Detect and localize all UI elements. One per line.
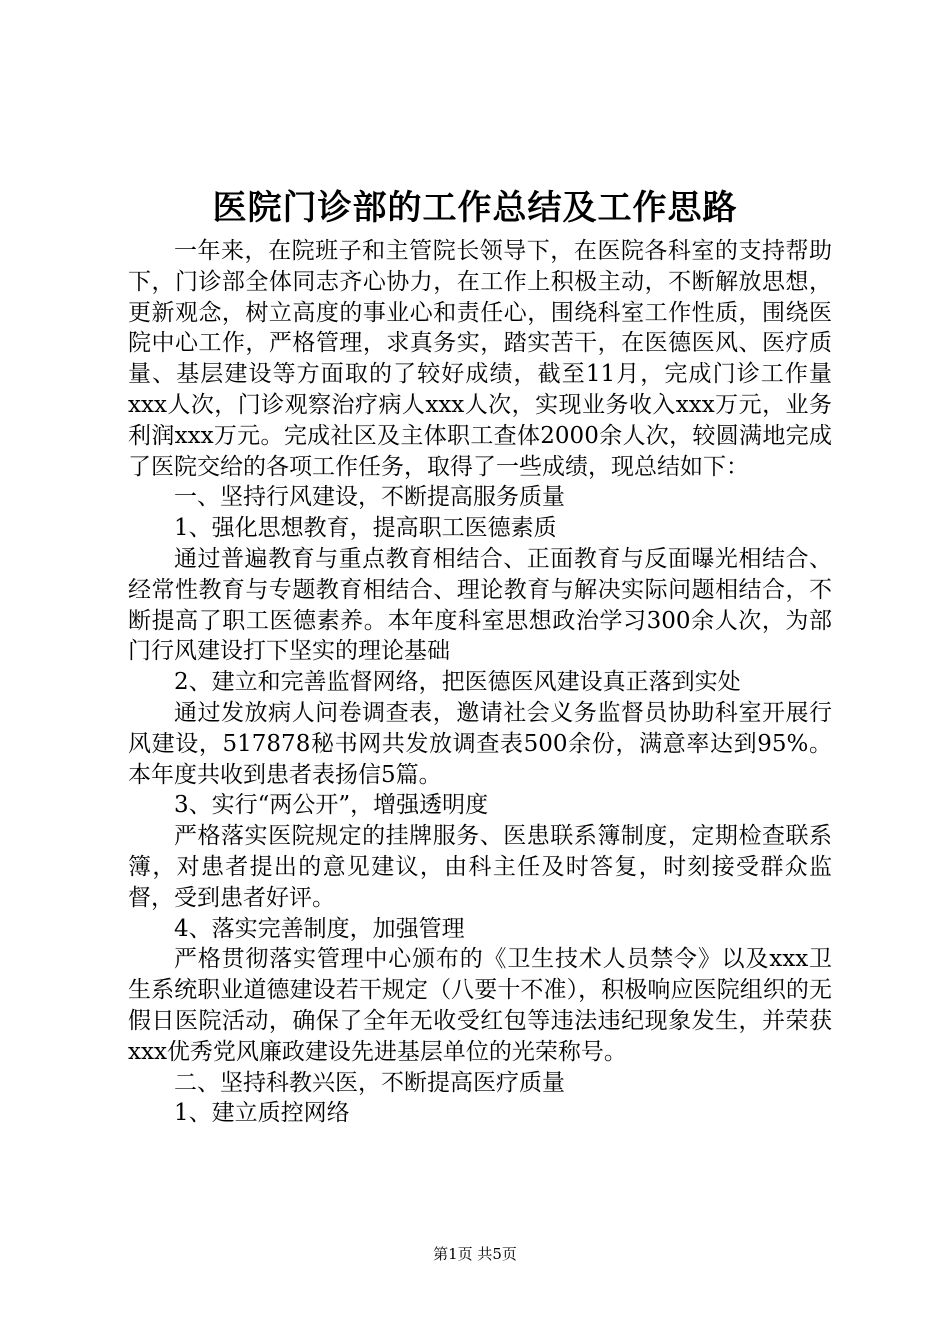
paragraph-intro: 一年来，在院班子和主管院长领导下，在医院各科室的支持帮助下，门诊部全体同志齐心协力，在工作上积极主动，不断解放思想，更新观念，树立高度的事业心和责任心，围绕科室工作性质，围绕医院中心工作，严格管理，求真务实，踏实苦干，在医德医风、医疗质量、基层建设等方面取的了较好成绩，截至11月，完成门诊工作量xxx人次，门诊观察治疗病人xxx人次，实现业务收入xxx万元，业务利润xxx万元。完成社区及主体职工查体2000余人次，较圆满地完成了医院交给的各项工作任务，取得了一些成绩，现总结如下： (128, 238, 832, 480)
document-body (128, 236, 832, 1129)
subsection-heading-1-3: 3、实行“两公开”，增强透明度 (174, 792, 489, 819)
paragraph-1-1: 通过普遍教育与重点教育相结合、正面教育与反面曝光相结合、经常性教育与专题教育相结合、理论教育与解决实际问题相结合，不断提高了职工医德素养。本年度科室思想政治学习300余人次，为部门行风建设打下坚实的理论基础 (128, 545, 832, 665)
subsection-heading-2-1: 1、建立质控网络 (174, 1100, 350, 1127)
document-title: 医院门诊部的工作总结及工作思路 (212, 188, 738, 228)
subsection-heading-1-4: 4、落实完善制度，加强管理 (174, 915, 465, 942)
section-heading-1: 一、坚持行风建设，不断提高服务质量 (174, 484, 565, 511)
paragraph-1-4: 严格贯彻落实管理中心颁布的《卫生技术人员禁令》以及xxx卫生系统职业道德建设若干规定（八要十不准），积极响应医院组织的无假日医院活动，确保了全年无收受红包等违法违纪现象发生，并荣获xxx优秀党风廉政建设先进基层单位的光荣称号。 (128, 946, 832, 1065)
paragraph-1-3: 严格落实医院规定的挂牌服务、医患联系簿制度，定期检查联系簿，对患者提出的意见建议，由科主任及时答复，时刻接受群众监督，受到患者好评。 (128, 823, 832, 911)
subsection-heading-1-2: 2、建立和完善监督网络，把医德医风建设真正落到实处 (174, 669, 741, 696)
paragraph-1-2: 通过发放病人问卷调查表，邀请社会义务监督员协助科室开展行风建设，517878秘书网共发放调查表500余份，满意率达到95%。本年度共收到患者表扬信5篇。 (128, 699, 832, 788)
subsection-heading-1-1: 1、强化思想教育，提高职工医德素质 (174, 515, 557, 542)
page-footer: 第1页 共5页 (433, 1245, 517, 1263)
section-heading-2: 二、坚持科教兴医，不断提高医疗质量 (174, 1069, 565, 1096)
